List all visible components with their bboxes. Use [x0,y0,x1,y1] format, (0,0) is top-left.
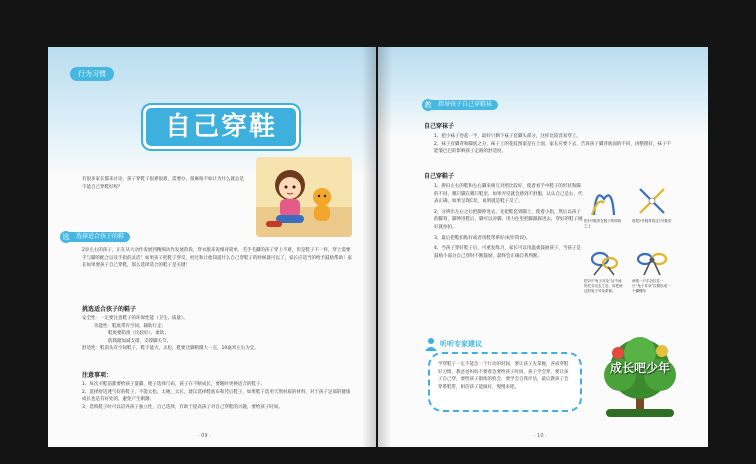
choose-list [82,315,352,353]
category-badge: 行为习惯 [70,67,114,81]
choose-item: 鞋底要防滑（比较好）、柔软； [108,331,169,337]
page-title: 自己穿鞋 [143,105,299,149]
socks-list [434,133,674,156]
shoes-item: 4、当孩子穿好鞋子后，可重复练习，家长可以用温柔鼓励孩子，当孩子是鼓励小部分自己穿时不断鼓励，最终会正确自我判断。 [434,246,581,259]
diagram-caption: 把1号鞋带在鞋子的钩钩之上 [584,219,622,228]
lacing-diagram [636,245,668,277]
choose-heading: 挑选适合孩子的鞋子 [82,306,137,313]
notes-list [82,381,352,411]
shoes-heading: 自己穿鞋子 [424,173,455,180]
choose-item: 安全性：一定要注意鞋子的环保性能（卫生、质量）。 [82,316,188,321]
note-item: 2、选择舒适透气好的鞋子，不能太松、太硬、太长，建议选择鞋底布和凭后鞋子，如果鞋子选用天然材质的材料，对于孩子足部的健康成长也是有好处的，避免产生刺激； [82,389,351,403]
lacing-diagram [588,185,620,217]
logo-text: 成长吧少年 [609,361,670,375]
section-teach [422,99,582,111]
shoes-item: 1、辨识左右的鞋和左右脚来相互对照比较好，使着看手中鞋子的形状和脚的不同，哪只脚在哪只鞋里，如果弄反就会感到不舒服，认认自己是右，代表正确，如果呈现C状，说明就是鞋子反了。 [434,184,583,205]
shoes-list [434,183,584,260]
expert-advice-text: 学穿鞋子一定不能急一个行动的时间，要让孩子先掌握，养成穿鞋好习惯，教爸爸妈妈不要着急要给孩子时间，孩子学会穿，要让孩子自己穿，要给孩子锻炼的机会，要学会自我评估，最后教孩子会穿系鞋带，相信孩子能做好，慢慢来吧。 [438,362,569,390]
right-page [378,47,708,447]
left-page [48,47,376,447]
growth-logo [600,331,680,421]
choose-item: 功能性：鞋底带有空间、辅助行走； [94,323,166,329]
socks-heading: 自己穿袜子 [424,123,455,130]
shoes-item: 3、最后把鞋扣粘好或者用鞋带系好(初步阶段)。 [434,235,531,241]
page-number: · 10 · [534,433,547,439]
section-number: 选 [60,231,72,243]
socks-item: 1、把小袜子卷起一半，最好只剩下袜子套脚头部分，这样比较容易穿上。 [434,134,581,139]
section-number: 教 [422,99,434,111]
page-number: · 09 · [198,433,211,439]
gutter-shadow [378,47,392,447]
intro-text: 有很多家长都来讨论，孩子穿鞋子很难很难，需要办，很麻烦不如让为什么就总是不能自己穿鞋好呢？ [82,177,244,190]
diagram-caption: 把2号“兔子耳朵”从中间的孔穿出去之后，再把两边的兔子耳朵系紧。 [584,279,623,293]
person-icon [424,337,438,351]
note-item: 3、选购鞋子时可以培养孩子独立性，自己选择，有助于提高孩子对自己穿鞋的兴趣，要给孩子时间。 [82,404,283,410]
child-illustration [256,157,352,237]
section-body: 2岁左右的孩子，正在从大动作发展到精细动作发展阶段，穿衣服来说相对简单，毛手毛脚的孩子穿上不难，但是鞋子不一样，穿上需要手与脚的配合以及手指的灵活！如果孩子把鞋子穿反，经过和让他知道什么自己穿鞋子的时候就可以了，家长应适当的给予鼓励帮助！家长如果要孩子自己穿鞋，那么选择适合的鞋子是关键！ [82,248,352,269]
gutter-shadow [362,47,376,447]
notes-heading: 注意事项： [82,372,113,379]
socks-item: 2、袜子有脚背和脚底之分，袜子上的花纹图案是在上面，家长应要下去，告诉孩子脚背底面的不同，再整理好，袜子不能皱巴巴的影响孩子走路的舒适度。 [434,141,671,155]
choose-item: 舒适性：鞋前头有空间鞋子，鞋不能大，太松，鞋要比脚稍微大一点，10毫米左右为宜。 [82,346,259,352]
lacing-diagram [588,245,620,277]
lacing-diagram [636,185,668,217]
choose-item: 防践踏加减支撑，支撑脚关节。 [108,338,171,344]
note-item: 1、每次买鞋前都要给孩子量脚，使子选择尺码，孩子在不断成长，要随时更换适合的鞋子； [82,382,265,387]
expert-heading: 听听专家建议 [440,340,482,348]
section-heading: 指导孩子自己穿鞋袜 [430,100,498,110]
diagram-caption: 两根一只手各拉住一只“兔子耳朵”拉紧形成一个蝴蝶结 [632,279,671,293]
section-heading: 选择适合孩子的鞋 [68,232,130,242]
shoes-item: 2、分辨出左右之后把脚伸进去，先把鞋套到脚上，使着小指，然后以孩子的脚背，脚伸进鞋后，脚可以对脚，用力往里把脚跟踩进去，穿好的鞋子刚好就拍拍。 [434,209,583,230]
diagram-caption: 再把2号鞋带绕过1号鞋带 [632,219,672,223]
section-choose-shoes [60,231,200,243]
